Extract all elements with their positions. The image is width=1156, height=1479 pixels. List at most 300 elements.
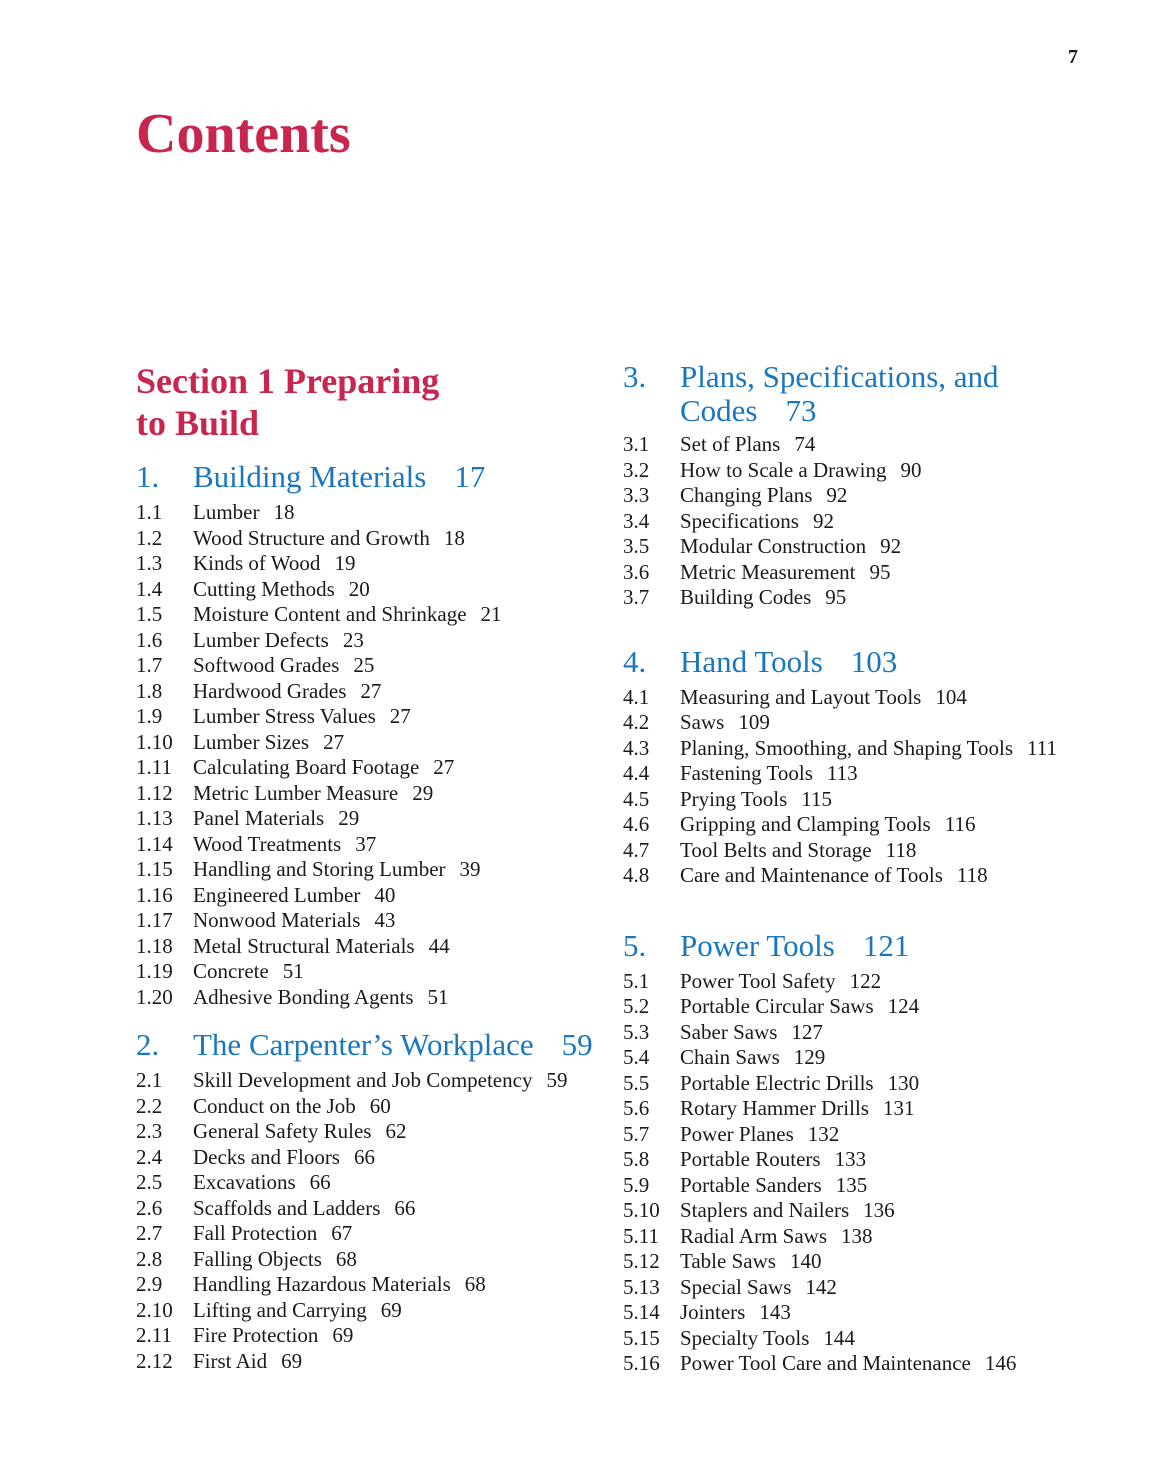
chapter-heading[interactable] [623, 645, 1073, 679]
entry-title: Changing Plans [680, 483, 813, 507]
chapter-title: Plans, Specifications, and Codes [680, 359, 999, 428]
entry-text [680, 509, 1073, 535]
entry-page-number: 18 [443, 525, 465, 550]
entry-title: Fastening Tools [680, 761, 813, 785]
entry-number: 4.6 [623, 812, 650, 836]
toc-entry[interactable] [136, 1272, 596, 1298]
entry-number: 3.4 [623, 508, 650, 533]
entry-number: 1.12 [136, 780, 173, 805]
chapter-heading[interactable] [136, 460, 596, 494]
entry-number: 1.16 [136, 882, 173, 907]
entry-page-number: 40 [374, 882, 396, 907]
entry-page-number: 136 [863, 1198, 895, 1222]
chapter-page-number: 59 [561, 1027, 593, 1062]
entry-number: 1.18 [136, 933, 173, 958]
entry-title: Panel Materials [193, 806, 325, 830]
toc-entry[interactable] [136, 1119, 596, 1145]
entry-number: 1.4 [136, 576, 163, 601]
entry-title: Skill Development and Job Competency [193, 1068, 533, 1092]
entry-title: Handling and Storing Lumber [193, 857, 446, 881]
entry-page-number: 51 [427, 984, 449, 1009]
entry-page-number: 27 [389, 704, 411, 728]
toc-entry[interactable] [623, 1275, 1073, 1301]
entry-page-number: 66 [353, 1144, 375, 1169]
entry-number: 2.12 [136, 1348, 173, 1373]
entry-text [680, 560, 1073, 586]
toc-entry[interactable] [623, 483, 1073, 509]
toc-entry[interactable] [136, 1323, 596, 1349]
chapter-heading[interactable] [623, 929, 1073, 963]
toc-entry[interactable] [136, 755, 596, 781]
entry-title: Building Codes [680, 585, 812, 609]
chapter-title-wrap [680, 929, 1073, 963]
chapter-4 [623, 645, 1073, 889]
entry-text [193, 1323, 596, 1349]
entry-title: Cutting Methods [193, 576, 335, 601]
entry-text [193, 959, 596, 985]
entry-title: Lifting and Carrying [193, 1297, 367, 1322]
entry-number: 2.7 [136, 1221, 163, 1245]
entry-text [680, 1198, 1073, 1224]
toc-entry[interactable] [623, 863, 1073, 889]
chapter-title: Building Materials [193, 459, 427, 494]
toc-entry[interactable] [136, 1298, 596, 1324]
entry-number: 1.1 [136, 500, 163, 524]
entry-number: 2.1 [136, 1068, 163, 1092]
toc-entry[interactable] [623, 761, 1073, 787]
entry-page-number: 67 [331, 1221, 353, 1245]
entry-number: 4.8 [623, 863, 650, 887]
chapter-title-wrap [680, 645, 1073, 679]
entry-page-number: 140 [789, 1249, 822, 1273]
toc-entry[interactable] [623, 736, 1073, 762]
entry-text [680, 1326, 1073, 1352]
entry-text [680, 1351, 1073, 1377]
toc-entry[interactable] [136, 679, 596, 705]
page-number: 7 [1068, 46, 1078, 68]
entry-number: 5.7 [623, 1121, 650, 1146]
entry-title: Lumber [193, 500, 260, 524]
toc-entry[interactable] [136, 1094, 596, 1120]
toc-entry[interactable] [136, 1221, 596, 1247]
entry-text [680, 863, 1073, 889]
entry-number: 3.3 [623, 483, 650, 507]
entry-text [193, 1298, 596, 1324]
chapter-number: 1. [136, 459, 160, 494]
toc-entry[interactable] [136, 883, 596, 909]
entry-title: Portable Electric Drills [680, 1070, 874, 1095]
entry-page-number: 130 [887, 1070, 920, 1095]
entry-text [193, 526, 596, 552]
entry-number: 4.1 [623, 684, 650, 709]
toc-entry[interactable] [136, 500, 596, 526]
chapter-3 [623, 360, 1073, 611]
toc-entry[interactable] [136, 806, 596, 832]
entry-title: Prying Tools [680, 786, 788, 811]
entry-page-number: 69 [281, 1348, 303, 1373]
entry-text [193, 653, 596, 679]
entry-title: Table Saws [680, 1249, 776, 1273]
entry-text [680, 710, 1073, 736]
entry-number: 1.10 [136, 729, 173, 754]
toc-entry[interactable] [136, 653, 596, 679]
toc-entry[interactable] [623, 534, 1073, 560]
entry-number: 1.9 [136, 704, 163, 728]
toc-entry[interactable] [136, 781, 596, 807]
toc-entry[interactable] [623, 812, 1073, 838]
entry-text [680, 812, 1073, 838]
entry-text [680, 1224, 1073, 1250]
entry-number: 2.5 [136, 1170, 163, 1194]
entry-title: Portable Routers [680, 1147, 821, 1171]
entry-title: Power Tool Safety [680, 968, 836, 993]
entry-page-number: 68 [464, 1272, 486, 1296]
chapter-title-wrap [193, 460, 596, 494]
entry-number: 2.11 [136, 1323, 172, 1347]
toc-entry[interactable] [623, 1249, 1073, 1275]
chapter-title: Power Tools [680, 927, 835, 963]
entry-page-number: 43 [374, 908, 396, 932]
entry-number: 4.4 [623, 761, 650, 785]
entry-text [680, 1249, 1073, 1275]
entry-page-number: 27 [360, 678, 382, 703]
entry-number: 2.3 [136, 1119, 163, 1143]
entry-title: Lumber Defects [193, 627, 329, 652]
entry-page-number: 92 [880, 534, 902, 558]
toc-entry[interactable] [623, 1326, 1073, 1352]
entry-title: Hardwood Grades [193, 678, 347, 703]
chapter-number: 2. [136, 1027, 160, 1062]
entry-text [193, 1221, 596, 1247]
entry-text [680, 838, 1073, 864]
entry-page-number: 44 [428, 933, 450, 958]
entry-text [680, 969, 1073, 995]
entry-page-number: 74 [794, 432, 816, 456]
entry-text [193, 1247, 596, 1273]
entry-text [680, 432, 1073, 458]
chapter-page-number: 121 [862, 927, 910, 963]
toc-left-column [136, 360, 596, 1374]
entry-text [680, 685, 1073, 711]
section-title: Section 1 Preparing to Build [136, 361, 440, 443]
toc-entry[interactable] [136, 959, 596, 985]
chapter-page-number: 17 [454, 459, 486, 494]
toc-entry[interactable] [136, 526, 596, 552]
toc-entry[interactable] [136, 934, 596, 960]
entry-title: Radial Arm Saws [680, 1223, 827, 1248]
entry-page-number: 131 [882, 1096, 915, 1120]
entry-text [193, 551, 596, 577]
entry-title: Power Planes [680, 1121, 794, 1146]
entry-page-number: 116 [944, 812, 976, 836]
entry-page-number: 124 [887, 994, 920, 1018]
toc-entry[interactable] [136, 985, 596, 1011]
entry-number: 1.3 [136, 551, 163, 575]
entry-text [680, 761, 1073, 787]
entry-text [193, 1068, 596, 1094]
toc-entry[interactable] [136, 1145, 596, 1171]
entry-title: Chain Saws [680, 1045, 780, 1069]
entry-title: Metric Measurement [680, 559, 856, 584]
entry-number: 5.4 [623, 1045, 650, 1069]
entry-text [680, 1020, 1073, 1046]
chapter-entries [623, 685, 1073, 889]
entry-title: Conduct on the Job [193, 1093, 356, 1118]
entry-title: Jointers [680, 1300, 746, 1324]
entry-page-number: 59 [546, 1068, 568, 1092]
entry-page-number: 142 [805, 1274, 837, 1299]
entry-text [193, 1196, 596, 1222]
entry-number: 1.6 [136, 627, 163, 652]
entry-text [193, 704, 596, 730]
toc-entry[interactable] [623, 1351, 1073, 1377]
entry-text [193, 857, 596, 883]
entry-text [680, 458, 1073, 484]
entry-title: Rotary Hammer Drills [680, 1096, 869, 1120]
entry-text [193, 1272, 596, 1298]
toc-entry[interactable] [623, 432, 1073, 458]
entry-page-number: 118 [956, 863, 988, 887]
entry-page-number: 95 [825, 585, 847, 609]
toc-entry[interactable] [623, 1300, 1073, 1326]
entry-page-number: 109 [738, 710, 770, 734]
entry-number: 5.8 [623, 1147, 650, 1171]
entry-page-number: 111 [1027, 735, 1057, 760]
entry-text [193, 1349, 596, 1375]
toc-entry[interactable] [623, 1122, 1073, 1148]
entry-page-number: 118 [885, 837, 917, 862]
toc-entry[interactable] [623, 1173, 1073, 1199]
toc-entry[interactable] [136, 832, 596, 858]
toc-entry[interactable] [136, 602, 596, 628]
entry-page-number: 113 [826, 761, 858, 785]
entry-page-number: 144 [823, 1325, 855, 1350]
entry-page-number: 25 [353, 653, 375, 677]
entry-number: 1.8 [136, 678, 163, 703]
entry-title: Softwood Grades [193, 653, 340, 677]
entry-title: Portable Circular Saws [680, 994, 874, 1018]
entry-text [193, 1170, 596, 1196]
chapter-heading[interactable] [623, 360, 1073, 428]
toc-entry[interactable] [623, 969, 1073, 995]
entry-number: 3.7 [623, 585, 650, 609]
entry-page-number: 104 [935, 684, 967, 709]
toc-entry[interactable] [623, 1045, 1073, 1071]
entry-number: 1.15 [136, 857, 173, 881]
toc-entry[interactable] [623, 838, 1073, 864]
entry-title: Scaffolds and Ladders [193, 1195, 381, 1220]
entry-number: 5.9 [623, 1172, 650, 1197]
entry-title: Planing, Smoothing, and Shaping Tools [680, 735, 1013, 760]
entry-text [680, 1045, 1073, 1071]
entry-page-number: 23 [342, 627, 364, 652]
chapter-title-wrap [680, 360, 1073, 428]
toc-right-column [623, 360, 1073, 1377]
entry-title: Nonwood Materials [193, 908, 361, 932]
entry-page-number: 29 [338, 806, 360, 830]
entry-page-number: 51 [282, 959, 304, 983]
entry-number: 5.3 [623, 1019, 650, 1044]
chapter-number: 3. [623, 359, 647, 394]
entry-title: Care and Maintenance of Tools [680, 863, 943, 887]
toc-entry[interactable] [623, 560, 1073, 586]
entry-title: Staplers and Nailers [680, 1198, 850, 1222]
entry-text [680, 1173, 1073, 1199]
entry-text [193, 908, 596, 934]
entry-number: 1.5 [136, 602, 163, 626]
entry-number: 3.1 [623, 432, 650, 456]
entry-title: How to Scale a Drawing [680, 457, 887, 482]
entry-title: Decks and Floors [193, 1144, 340, 1169]
entry-text [680, 1096, 1073, 1122]
entry-text [193, 500, 596, 526]
entry-page-number: 21 [480, 602, 502, 626]
toc-entry[interactable] [623, 685, 1073, 711]
entry-page-number: 60 [369, 1093, 391, 1118]
entry-text [680, 994, 1073, 1020]
entry-text [193, 1145, 596, 1171]
entry-title: Wood Structure and Growth [193, 525, 430, 550]
entry-title: Metal Structural Materials [193, 933, 415, 958]
toc-entry[interactable] [136, 628, 596, 654]
entry-title: Wood Treatments [193, 831, 342, 856]
entry-page-number: 68 [335, 1246, 357, 1271]
toc-entry[interactable] [136, 857, 596, 883]
toc-entry[interactable] [623, 1147, 1073, 1173]
entry-title: Saber Saws [680, 1019, 778, 1044]
entry-number: 4.7 [623, 837, 650, 862]
entry-text [193, 1094, 596, 1120]
toc-entry[interactable] [623, 585, 1073, 611]
entry-title: Portable Sanders [680, 1172, 822, 1197]
entry-number: 1.14 [136, 831, 173, 856]
entry-text [680, 736, 1073, 762]
entry-title: Tool Belts and Storage [680, 837, 872, 862]
toc-entry[interactable] [136, 1349, 596, 1375]
entry-title: Special Saws [680, 1274, 792, 1299]
entry-text [193, 628, 596, 654]
toc-entry[interactable] [623, 509, 1073, 535]
entry-page-number: 129 [793, 1045, 826, 1069]
toc-entry[interactable] [623, 1020, 1073, 1046]
entry-number: 1.17 [136, 908, 173, 932]
entry-number: 4.2 [623, 710, 650, 734]
entry-number: 2.2 [136, 1093, 163, 1118]
entry-text [193, 577, 596, 603]
chapter-entries [623, 432, 1073, 611]
toc-entry[interactable] [136, 1196, 596, 1222]
entry-page-number: 37 [355, 831, 377, 856]
toc-entry[interactable] [136, 908, 596, 934]
toc-entry[interactable] [136, 1247, 596, 1273]
entry-number: 4.3 [623, 735, 650, 760]
toc-entry[interactable] [136, 730, 596, 756]
entry-number: 5.12 [623, 1249, 660, 1273]
entry-number: 1.11 [136, 755, 172, 779]
entry-title: Kinds of Wood [193, 551, 321, 575]
entry-number: 5.1 [623, 968, 650, 993]
entry-page-number: 92 [812, 508, 834, 533]
entry-text [193, 806, 596, 832]
toc-entry[interactable] [623, 710, 1073, 736]
entry-page-number: 132 [807, 1121, 840, 1146]
entry-title: Set of Plans [680, 432, 781, 456]
chapter-entries [623, 969, 1073, 1377]
entry-page-number: 19 [334, 551, 356, 575]
entry-page-number: 20 [348, 576, 370, 601]
entry-page-number: 138 [841, 1223, 873, 1248]
toc-entry[interactable] [623, 994, 1073, 1020]
entry-page-number: 146 [984, 1351, 1017, 1375]
toc-entry[interactable] [136, 577, 596, 603]
entry-page-number: 69 [380, 1297, 402, 1322]
toc-entry[interactable] [623, 1198, 1073, 1224]
entry-text [680, 1300, 1073, 1326]
entry-title: Excavations [193, 1170, 296, 1194]
entry-number: 1.13 [136, 806, 173, 830]
chapter-heading[interactable] [136, 1028, 596, 1062]
chapter-page-number: 103 [850, 643, 898, 679]
entry-number: 3.5 [623, 534, 650, 558]
entry-text [193, 934, 596, 960]
entry-title: Fire Protection [193, 1323, 319, 1347]
entry-title: Specifications [680, 508, 799, 533]
toc-entry[interactable] [136, 551, 596, 577]
entry-page-number: 18 [273, 500, 295, 524]
chapter-number: 4. [623, 643, 647, 679]
chapter-title: Hand Tools [680, 643, 823, 679]
entry-text [680, 787, 1073, 813]
entry-title: Measuring and Layout Tools [680, 684, 922, 709]
chapter-entries [136, 1068, 596, 1374]
entry-page-number: 66 [309, 1170, 331, 1194]
toc-entry[interactable] [623, 1096, 1073, 1122]
entry-page-number: 27 [433, 755, 455, 779]
entry-text [193, 781, 596, 807]
chapter-title: The Carpenter’s Workplace [193, 1027, 534, 1062]
entry-text [680, 585, 1073, 611]
chapter-title-wrap [193, 1028, 596, 1062]
toc-entry[interactable] [136, 1068, 596, 1094]
entry-number: 5.15 [623, 1325, 660, 1350]
entry-page-number: 39 [459, 857, 481, 881]
entry-text [680, 1122, 1073, 1148]
toc-entry[interactable] [623, 1224, 1073, 1250]
toc-entry[interactable] [623, 1071, 1073, 1097]
chapter-2 [136, 1028, 596, 1374]
entry-number: 4.5 [623, 786, 650, 811]
entry-number: 2.9 [136, 1272, 163, 1296]
toc-entry[interactable] [136, 704, 596, 730]
toc-entry[interactable] [623, 787, 1073, 813]
page-title: Contents [136, 103, 351, 165]
entry-page-number: 66 [394, 1195, 416, 1220]
chapter-1 [136, 460, 596, 1010]
entry-number: 5.10 [623, 1198, 660, 1222]
entry-text [193, 730, 596, 756]
entry-page-number: 133 [834, 1147, 867, 1171]
entry-title: Falling Objects [193, 1246, 322, 1271]
chapter-number: 5. [623, 927, 647, 963]
entry-title: Engineered Lumber [193, 882, 361, 907]
toc-entry[interactable] [136, 1170, 596, 1196]
entry-text [193, 1119, 596, 1145]
entry-number: 5.5 [623, 1070, 650, 1095]
toc-entry[interactable] [623, 458, 1073, 484]
entry-number: 5.11 [623, 1223, 659, 1248]
entry-title: Calculating Board Footage [193, 755, 420, 779]
entry-page-number: 62 [385, 1119, 407, 1143]
